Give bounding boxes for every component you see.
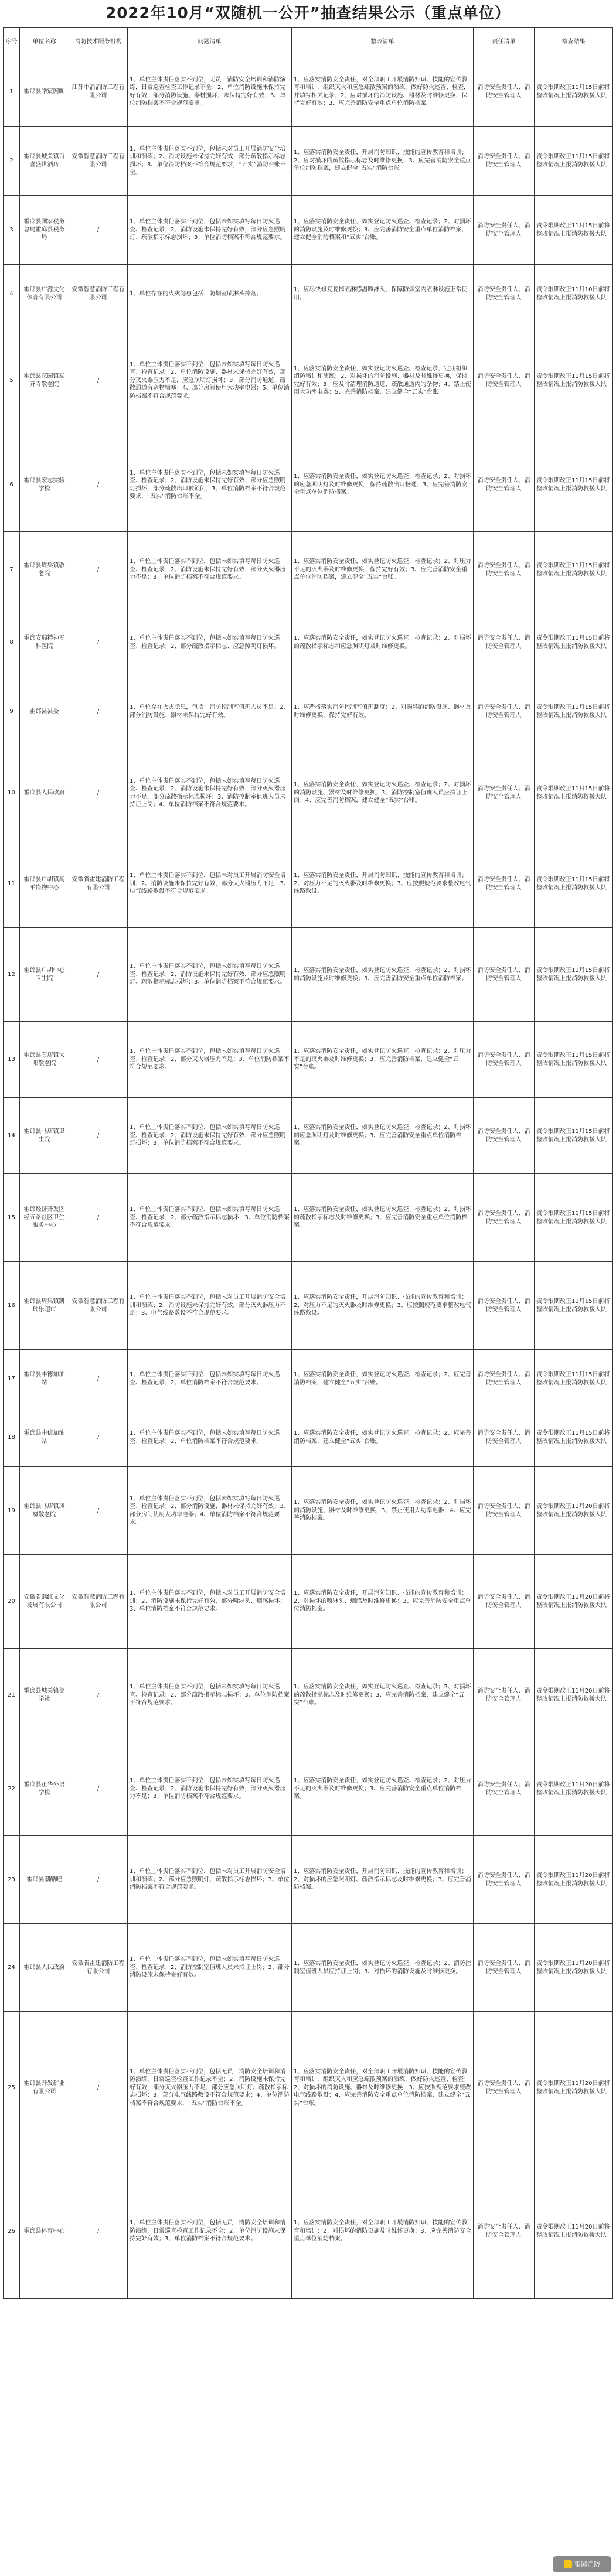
inspection-result: 责令限期改正11月15日前将整改情况上报消防救援大队 (535, 608, 613, 677)
watermark-logo (553, 2556, 611, 2572)
row-number: 7 (4, 532, 20, 608)
unit-name: 霍邱县宏志实验学校 (20, 438, 69, 532)
inspection-result: 责令限期改正11月15日前将整改情况上报消防救援大队 (535, 840, 613, 928)
rectification-list: 1、应落实消防安全责任，如实登记防火巡查、检查记录，定期组织消防培训和演练；2、对损坏的消防设施、器材及时维修更换，保持完好有效；3、应及时清理消防通道、疏散通道内的杂物；4、禁止使用大功率电器；5、完善消防档案，建立健全“五实”台账。 (292, 323, 474, 438)
responsibility: 消防安全责任人、消防安全管理人 (474, 1098, 535, 1174)
responsibility: 消防安全责任人、消防安全管理人 (474, 1350, 535, 1408)
rectification-list: 1、应落实消防安全责任，如实登记防火巡查、检查记录；2、对损坏的疏散指示标志及时维修更换；3、应完善消防安全重点单位消防档案。 (292, 1174, 474, 1262)
service-agency: 安徽省霍建消防工程有限公司 (69, 840, 128, 928)
rectification-list: 1、应落实消防安全责任，开展消防知识、技能的宣传教育和培训；2、对损坏的喷淋头、烟感及时维修更换；3、应完善消防安全重点单位消防档案。 (292, 1555, 474, 1649)
table-row (4, 1924, 613, 2012)
service-agency: 安徽智慧消防工程有限公司 (69, 1555, 128, 1649)
row-number: 25 (4, 2012, 20, 2164)
responsibility: 消防安全责任人、消防安全管理人 (474, 1924, 535, 2012)
table-row (4, 1649, 613, 1742)
responsibility: 消防安全责任人、消防安全管理人 (474, 1742, 535, 1836)
rectification-list: 1、应落实消防安全责任，对全部职工开展消防知识、技能的宣传教育和培训；2、对损坏的消防设施及时维修更换；3、应完善消防安全重点单位消防档案。 (292, 2164, 474, 2299)
rectification-list: 1、应落实消防安全责任，如实登记防火巡查、检查记录；2、对压力不足的灭火器及时维修更换，保持完好有效；3、应完善消防安全重点单位消防档案，建立健全“五实”台账。 (292, 532, 474, 608)
unit-name: 霍邱县潮酷吧 (20, 1836, 69, 1924)
rectification-list: 1、应落实消防安全责任，对全部职工开展消防知识、技能的宣传教育和培训，组织灭火和应急疏散预案的演练，做好防火巡查、检查，并填写相关记录；2、应对损坏的消防设施、器材及时维修更换，保持完好有效；3、应完善消防安全重点单位消防档案。 (292, 57, 474, 127)
header-responsibility: 责任清单 (474, 28, 535, 57)
unit-name: 霍邱县周集镇凯瑞乐超市 (20, 1262, 69, 1350)
responsibility: 消防安全责任人、消防安全管理人 (474, 1174, 535, 1262)
inspection-result: 责令限期改正11月20日前将整改情况上报消防救援大队 (535, 1649, 613, 1742)
rectification-list: 1、应尽快修复脱掉喷淋感温喷淋头，保障防烟室内喷淋设施正常使用。 (292, 265, 474, 323)
responsibility: 消防安全责任人、消防安全管理人 (474, 323, 535, 438)
row-number: 13 (4, 1022, 20, 1098)
rectification-list: 1、应落实消防安全责任，如实登记防火巡查、检查记录；2、对压力不足的灭火器及时维修更换；3、应完善消防安全重点单位消防档案。 (292, 1742, 474, 1836)
rectification-list: 1、应落实消防安全责任，对全部职工开展消防知识、技能的宣传教育和培训，组织灭火和应急疏散预案的演练，做好防火巡查、检查；2、对损坏的消防设施、器材及时维修更换；3、应按照规范要求整改电气线路敷设；4、应完善消防安全重点单位消防档案，建立健全“五实”台账。 (292, 2012, 474, 2164)
row-number: 20 (4, 1555, 20, 1649)
table-row (4, 1098, 613, 1174)
row-number: 14 (4, 1098, 20, 1174)
responsibility: 消防安全责任人、消防安全管理人 (474, 1467, 535, 1555)
responsibility: 消防安全责任人、消防安全管理人 (474, 2012, 535, 2164)
problem-list: 1、单位主体责任落实不到位，包括未如实填写每日防火巡查、检查记录；2、单位消防档案不符合规范要求。 (128, 1350, 292, 1408)
unit-name: 霍邱县城关镇百壹盛世酒店 (20, 127, 69, 196)
service-agency: 安徽智慧消防工程有限公司 (69, 1262, 128, 1350)
service-agency: 安徽智慧消防工程有限公司 (69, 127, 128, 196)
inspection-table (3, 27, 613, 2299)
row-number: 22 (4, 1742, 20, 1836)
service-agency: / (69, 1174, 128, 1262)
service-agency: / (69, 2164, 128, 2299)
rectification-list: 1、应落实消防安全责任，如实登记防火巡查、检查记录；2、对损坏的疏散指示标志及时维修更换；3、应完善消防档案，建立健全“五实”台账。 (292, 1649, 474, 1742)
rectification-list: 1、应落实消防安全责任，如实登记防火巡查、检查记录；2、对损坏的疏散指示标志和应急照明灯及时维修更换。 (292, 608, 474, 677)
service-agency: / (69, 1649, 128, 1742)
row-number: 10 (4, 746, 20, 840)
table-row (4, 438, 613, 532)
table-row (4, 1262, 613, 1350)
row-number: 19 (4, 1467, 20, 1555)
problem-list: 1、单位主体责任落实不到位，包括未对员工开展消防安全培训和演练；2、消防设施未保持完好有效，部分疏散指示标志损坏；3、单位消防档案不符合规范要求，“五实”消防台账不全。 (128, 127, 292, 196)
service-agency: / (69, 438, 128, 532)
row-number: 17 (4, 1350, 20, 1408)
row-number: 16 (4, 1262, 20, 1350)
row-number: 9 (4, 677, 20, 746)
row-number: 15 (4, 1174, 20, 1262)
inspection-result: 责令限期改正11月20日前将整改情况上报消防救援大队 (535, 1742, 613, 1836)
responsibility: 消防安全责任人、消防安全管理人 (474, 1022, 535, 1098)
table-row (4, 1022, 613, 1098)
row-number: 2 (4, 127, 20, 196)
service-agency: / (69, 928, 128, 1022)
service-agency: / (69, 323, 128, 438)
unit-name: 霍邱县开发矿业有限公司 (20, 2012, 69, 2164)
page-title: 2022年10月“双随机一公开”抽查结果公示（重点单位） (105, 5, 511, 22)
service-agency: / (69, 2012, 128, 2164)
unit-name: 安徽省燕红文化发展有限公司 (20, 1555, 69, 1649)
rectification-list: 1、应落实消防安全责任，如实登记防火巡查、检查记录；2、对损坏的消防设施及时维修更换；3、应完善消防安全重点单位消防档案。 (292, 928, 474, 1022)
responsibility: 消防安全责任人、消防安全管理人 (474, 928, 535, 1022)
service-agency: / (69, 196, 128, 265)
responsibility: 消防安全责任人、消防安全管理人 (474, 1555, 535, 1649)
table-row (4, 57, 613, 127)
service-agency: / (69, 1467, 128, 1555)
inspection-result: 责令限期改正11月15日前将整改情况上报消防救援大队 (535, 438, 613, 532)
table-row (4, 1350, 613, 1408)
unit-name: 霍邱县石店镇太阳敬老院 (20, 1022, 69, 1098)
unit-name: 霍邱安瑞精神专科医院 (20, 608, 69, 677)
responsibility: 消防安全责任人、消防安全管理人 (474, 1262, 535, 1350)
service-agency: / (69, 1350, 128, 1408)
row-number: 26 (4, 2164, 20, 2299)
table-row (4, 928, 613, 1022)
row-number: 11 (4, 840, 20, 928)
service-agency: 江苏中消消防工程有限公司 (69, 57, 128, 127)
table-row (4, 1742, 613, 1836)
inspection-result: 责令限期改正11月15日前将整改情况上报消防救援大队 (535, 57, 613, 127)
row-number: 21 (4, 1649, 20, 1742)
table-row (4, 196, 613, 265)
table-row (4, 1555, 613, 1649)
problem-list: 1、单位主体责任落实不到位，包括未如实填写每日防火巡查、检查记录；2、消防设施未保持完好有效，部分应急照明灯、疏散指示标志损坏；3、单位消防档案不符合规范要求。 (128, 196, 292, 265)
inspection-result: 责令限期改正11月15日前将整改情况上报消防救援大队 (535, 1350, 613, 1408)
row-number: 5 (4, 323, 20, 438)
unit-name: 霍邱县城关镇美学社 (20, 1649, 69, 1742)
table-row (4, 746, 613, 840)
service-agency: / (69, 1408, 128, 1467)
inspection-result: 责令限期改正11月20日前将整改情况上报消防救援大队 (535, 1924, 613, 2012)
inspection-result: 责令限期改正11月15日前将整改情况上报消防救援大队 (535, 196, 613, 265)
responsibility: 消防安全责任人、消防安全管理人 (474, 57, 535, 127)
inspection-result: 责令限期改正11月15日前将整改情况上报消防救援大队 (535, 127, 613, 196)
header-problems: 问题清单 (128, 28, 292, 57)
rectification-list: 1、应落实消防安全责任，如实登记防火巡查、检查记录；2、对损坏的消防设施、器材及时维修更换；3、消防控制室值班人员应持证上岗；4、应完善消防档案，建立健全“五实”台账。 (292, 746, 474, 840)
problem-list: 1、单位主体责任落实不到位，包括未如实填写每日防火巡查、检查记录；2、消防设施未保持完好有效，部分灭火器压力不足；3、单位消防档案不符合规范要求。 (128, 1742, 292, 1836)
service-agency: / (69, 677, 128, 746)
inspection-result: 责令限期改正11月20日前将整改情况上报消防救援大队 (535, 1467, 613, 1555)
service-agency: / (69, 532, 128, 608)
row-number: 3 (4, 196, 20, 265)
responsibility: 消防安全责任人、消防安全管理人 (474, 1408, 535, 1467)
unit-name: 霍邱县马店镇卫生院 (20, 1098, 69, 1174)
unit-name: 霍邱县人民政府 (20, 746, 69, 840)
header-unit-name: 单位名称 (20, 28, 69, 57)
rectification-list: 1、应落实消防安全责任，如实登记防火巡查、检查记录；2、对损坏的应急照明灯及时维修更换；3、应完善消防安全重点单位消防档案。 (292, 1098, 474, 1174)
inspection-result: 责令限期改正11月15日前将整改情况上报消防救援大队 (535, 532, 613, 608)
unit-name: 霍邱县户胡中心卫生院 (20, 928, 69, 1022)
table-row (4, 532, 613, 608)
responsibility: 消防安全责任人、消防安全管理人 (474, 1836, 535, 1924)
rectification-list: 1、应落实消防安全责任，如实登记防火巡查、检查记录；2、对损坏的消防设施及时维修更换；3、应完善消防安全重点单位消防档案，建立健全消防档案和“五实”台账。 (292, 196, 474, 265)
row-number: 12 (4, 928, 20, 1022)
responsibility: 消防安全责任人、消防安全管理人 (474, 2164, 535, 2299)
row-number: 8 (4, 608, 20, 677)
inspection-result: 责令限期改正11月15日前将整改情况上报消防救援大队 (535, 1262, 613, 1350)
responsibility: 消防安全责任人、消防安全管理人 (474, 438, 535, 532)
responsibility: 消防安全责任人、消防安全管理人 (474, 840, 535, 928)
rectification-list: 1、应落实消防安全责任，开展消防知识、技能的宣传教育和培训；2、对压力不足的灭火器及时维修更换；3、应按照规范要求整改电气线路敷设。 (292, 840, 474, 928)
inspection-result: 责令限期改正11月20日前将整改情况上报消防救援大队 (535, 2164, 613, 2299)
responsibility: 消防安全责任人、消防安全管理人 (474, 677, 535, 746)
problem-list: 1、单位存在火灾隐患，包括：消防控制室值班人员不足；2、部分消防设施、器材未保持完好有效。 (128, 677, 292, 746)
unit-name: 霍邱县丰德加油站 (20, 1350, 69, 1408)
table-header-row (4, 28, 613, 57)
problem-list: 1、单位主体责任落实不到位，包括未如实填写每日防火巡查、检查记录；2、部分疏散指示标志损坏；3、单位消防档案不符合规范要求。 (128, 1649, 292, 1742)
rectification-list: 1、应严格落实消防控制室值班制度；2、对损坏的消防设施、器材及时维修更换，保持完好有效。 (292, 677, 474, 746)
unit-name: 霍邱县周集镇敬老院 (20, 532, 69, 608)
unit-name: 霍邱县花园镇高齐寺敬老院 (20, 323, 69, 438)
responsibility: 消防安全责任人、消防安全管理人 (474, 532, 535, 608)
problem-list: 1、单位主体责任落实不到位，包括未对员工开展消防安全培训；2、消防设施未保持完好有效，部分喷淋头、烟感损坏；3、单位消防档案不符合规范要求。 (128, 1555, 292, 1649)
watermark-text: 霍邱消防 (574, 2560, 600, 2568)
responsibility: 消防安全责任人、消防安全管理人 (474, 265, 535, 323)
table-row (4, 265, 613, 323)
row-number: 24 (4, 1924, 20, 2012)
rectification-list: 1、应落实消防安全责任，如实登记防火巡查、检查记录；2、对压力不足的灭火器及时维修更换；3、应完善消防档案，建立健全“五实”台账。 (292, 1022, 474, 1098)
table-row (4, 323, 613, 438)
service-agency: / (69, 608, 128, 677)
table-row (4, 2012, 613, 2164)
inspection-result: 责令限期改正11月15日前将整改情况上报消防救援大队 (535, 1408, 613, 1467)
unit-name: 霍邱县人民政府 (20, 1924, 69, 2012)
header-result: 检查结果 (535, 28, 613, 57)
row-number: 4 (4, 265, 20, 323)
responsibility: 消防安全责任人、消防安全管理人 (474, 127, 535, 196)
inspection-result: 责令限期改正11月15日前将整改情况上报消防救援大队 (535, 323, 613, 438)
problem-list: 1、单位主体责任落实不到位，包括未对员工开展消防安全培训和演练；2、消防设施未保持完好有效，部分灭火器压力不足；3、电气线路敷设不符合规范要求。 (128, 1262, 292, 1350)
inspection-result: 责令限期改正11月15日前将整改情况上报消防救援大队 (535, 1098, 613, 1174)
service-agency: / (69, 1022, 128, 1098)
row-number: 1 (4, 57, 20, 127)
problem-list: 1、单位主体责任落实不到位，包括未如实填写每日防火巡查、检查记录；2、单位消防设施、器材未保持完好有效，部分灭火器压力不足，应急照明灯损坏；3、部分消防通道、疏散通道有杂物堵塞；4、部分房间使用大功率电器；5、单位消防档案不符合规范要求。 (128, 323, 292, 438)
problem-list: 1、单位主体责任落实不到位，包括未如实填写每日防火巡查、检查记录；2、部分消防设施、器材未保持完好有效；3、部分房间使用大功率电器；4、单位消防档案不符合规范要求。 (128, 1467, 292, 1555)
unit-name: 霍邱县正华外语学校 (20, 1742, 69, 1836)
row-number: 6 (4, 438, 20, 532)
inspection-result: 责令限期改正11月10日前将整改情况上报消防救援大队 (535, 265, 613, 323)
table-row (4, 1836, 613, 1924)
problem-list: 1、单位主体责任落实不到位，包括未如实填写每日防火巡查、检查记录；2、消防设施未保持完好有效，部分应急照明灯、疏散指示标志损坏；3、单位消防档案不符合规范要求。 (128, 928, 292, 1022)
table-row (4, 608, 613, 677)
header-rectify: 整改清单 (292, 28, 474, 57)
rectification-list: 1、应落实消防安全责任，如实登记防火巡查、检查记录；2、对损坏的消防设施、器材及时维修更换；3、禁止使用大功率电器；4、应完善消防档案。 (292, 1467, 474, 1555)
inspection-result: 责令限期改正11月15日前将整改情况上报消防救援大队 (535, 928, 613, 1022)
problem-list: 1、单位主体责任落实不到位，包括未对员工开展消防安全培训和演练；2、部分应急照明灯、疏散指示标志损坏；3、单位消防档案不符合规范要求。 (128, 1836, 292, 1924)
inspection-result: 责令限期改正11月20日前将整改情况上报消防救援大队 (535, 2012, 613, 2164)
problem-list: 1、单位存在的火灾隐患包括，防烟室喷淋头掉落。 (128, 265, 292, 323)
unit-name: 霍邱县中信加油站 (20, 1408, 69, 1467)
problem-list: 1、单位主体责任落实不到位，包括无员工消防安全培训和消防演练，日常巡查检查工作记录不全；2、消防设施未保持完好有效，部分灭火器压力不足，部分应急照明灯、疏散指示标志损坏；3、部分电气线路敷设不符合规范要求；4、单位消防档案不符合规范要求，“五实”消防台账不全。 (128, 2012, 292, 2164)
problem-list: 1、单位主体责任落实不到位，包括未如实填写每日防火巡查、检查记录；2、部分灭火器压力不足；3、单位消防档案不符合规范要求。 (128, 1022, 292, 1098)
unit-name: 霍邱县广源文化体育有限公司 (20, 265, 69, 323)
rectification-list: 1、应落实消防安全责任，如实登记防火巡查、检查记录；2、消防控制室值班人员应持证上岗；3、对损坏的消防设施及时维修更换。 (292, 1924, 474, 2012)
inspection-result: 责令限期改正11月15日前将整改情况上报消防救援大队 (535, 1022, 613, 1098)
row-number: 18 (4, 1408, 20, 1467)
rectification-list: 1、应落实消防安全责任，开展消防知识、技能的宣传教育和培训；2、应对损坏的疏散指示标志及时维修更换；3、应完善消防安全重点单位消防档案，建立健全“五实”消防台账。 (292, 127, 474, 196)
inspection-result: 责令限期改正11月20日前将整改情况上报消防救援大队 (535, 1836, 613, 1924)
service-agency: 安徽省霍建消防工程有限公司 (69, 1924, 128, 2012)
service-agency: / (69, 1836, 128, 1924)
table-row (4, 2164, 613, 2299)
header-no: 序号 (4, 28, 20, 57)
problem-list: 1、单位主体责任落实不到位，包括未如实填写每日防火巡查、检查记录；2、部分疏散指示标志损坏；3、单位消防档案不符合规范要求。 (128, 1174, 292, 1262)
row-number: 23 (4, 1836, 20, 1924)
unit-name: 霍邱经济开发区经五路社区卫生服务中心 (20, 1174, 69, 1262)
header-agency: 消防技术服务机构 (69, 28, 128, 57)
service-agency: / (69, 1098, 128, 1174)
rectification-list: 1、应落实消防安全责任，如实登记防火巡查、检查记录；2、对损坏的应急照明灯及时维修更换，保持疏散出口畅通；3、应完善消防安全重点单位消防档案。 (292, 438, 474, 532)
responsibility: 消防安全责任人、消防安全管理人 (474, 608, 535, 677)
service-agency: / (69, 1742, 128, 1836)
problem-list: 1、单位主体责任落实不到位，包括未对员工开展消防安全培训；2、消防设施未保持完好有效，部分灭火器压力不足；3、电气线路敷设不符合规范要求。 (128, 840, 292, 928)
rectification-list: 1、应落实消防安全责任，开展消防知识、技能的宣传教育和培训；2、对压力不足的灭火器及时维修更换；3、应按照规范要求整改电气线路敷设。 (292, 1262, 474, 1350)
responsibility: 消防安全责任人、消防安全管理人 (474, 196, 535, 265)
service-agency: 安徽智慧消防工程有限公司 (69, 265, 128, 323)
service-agency: / (69, 746, 128, 840)
inspection-result: 责令限期改正11月15日前将整改情况上报消防救援大队 (535, 746, 613, 840)
table-row (4, 127, 613, 196)
unit-name: 霍邱县体育中心 (20, 2164, 69, 2299)
table-row (4, 840, 613, 928)
table-row (4, 1467, 613, 1555)
problem-list: 1、单位主体责任落实不到位，包括无员工消防安全培训和消防演练，日常巡查检查工作记录不全；2、单位消防设施未保持完好有效；3、单位消防档案不符合规范要求。 (128, 2164, 292, 2299)
problem-list: 1、单位主体责任落实不到位，包括未如实填写每日防火巡查、检查记录；2、消防控制室值班人员未持证上岗；3、部分消防设施未保持完好有效。 (128, 1924, 292, 2012)
table-row (4, 1174, 613, 1262)
unit-name: 霍邱县马店镇凤凰敬老院 (20, 1467, 69, 1555)
inspection-result: 责令限期改正11月15日前将整改情况上报消防救援大队 (535, 677, 613, 746)
unit-name: 霍邱县国家税务总局霍邱县税务局 (20, 196, 69, 265)
problem-list: 1、单位主体责任落实不到位，包括未如实填写每日防火巡查、检查记录；2、消防设施未保持完好有效，部分灭火器压力不足；3、单位消防档案不符合规范要求。 (128, 532, 292, 608)
problem-list: 1、单位主体责任落实不到位，包括未如实填写每日防火巡查、检查记录；2、消防设施未保持完好有效，部分应急照明灯损坏；3、单位消防档案不符合规范要求。 (128, 1098, 292, 1174)
problem-list: 1、单位主体责任落实不到位，包括未如实填写每日防火巡查、检查记录；2、消防设施未保持完好有效，部分灭火器压力不足，部分疏散指示标志损坏；3、消防控制室值班人员未持证上岗；4、单位消防档案不符合规范要求。 (128, 746, 292, 840)
table-row (4, 677, 613, 746)
unit-name: 霍邱县户胡镇高平岗物中心 (20, 840, 69, 928)
inspection-result: 责令限期改正11月15日前将整改情况上报消防救援大队 (535, 1174, 613, 1262)
rectification-list: 1、应落实消防安全责任，如实登记防火巡查、检查记录；2、应完善消防档案，建立健全“五实”台账。 (292, 1408, 474, 1467)
problem-list: 1、单位主体责任落实不到位，包括未如实填写每日防火巡查、检查记录；2、单位消防档案不符合规范要求。 (128, 1408, 292, 1467)
table-row (4, 1408, 613, 1467)
unit-name: 霍邱县县委 (20, 677, 69, 746)
inspection-result: 责令限期改正11月20日前将整改情况上报消防救援大队 (535, 1555, 613, 1649)
problem-list: 1、单位主体责任落实不到位，包括未如实填写每日防火巡查、检查记录；2、部分疏散指示标志、应急照明灯损坏。 (128, 608, 292, 677)
logo-icon (564, 2560, 572, 2568)
problem-list: 1、单位主体责任落实不到位，包括未如实填写每日防火巡查、检查记录；2、消防设施未保持完好有效，部分应急照明灯损坏，部分疏散出口被锁闭；3、单位消防档案不符合规范要求，“五实”消防台账不全。 (128, 438, 292, 532)
responsibility: 消防安全责任人、消防安全管理人 (474, 746, 535, 840)
rectification-list: 1、应落实消防安全责任，如实登记防火巡查、检查记录；2、应完善消防档案，建立健全“五实”台账。 (292, 1350, 474, 1408)
rectification-list: 1、应落实消防安全责任，开展消防知识、技能的宣传教育和培训；2、对损坏的应急照明灯、疏散指示标志及时维修更换；3、应完善消防档案。 (292, 1836, 474, 1924)
problem-list: 1、单位主体责任落实不到位，无员工消防安全培训和消防演练，日常巡查检查工作记录不全；2、单位消防设施未保持完好有效，部分消防设施、器材损坏，未保持完好有效；3、单位消防档案不符合规范要求。 (128, 57, 292, 127)
unit-name: 霍邱县皓宸网咖 (20, 57, 69, 127)
responsibility: 消防安全责任人、消防安全管理人 (474, 1649, 535, 1742)
